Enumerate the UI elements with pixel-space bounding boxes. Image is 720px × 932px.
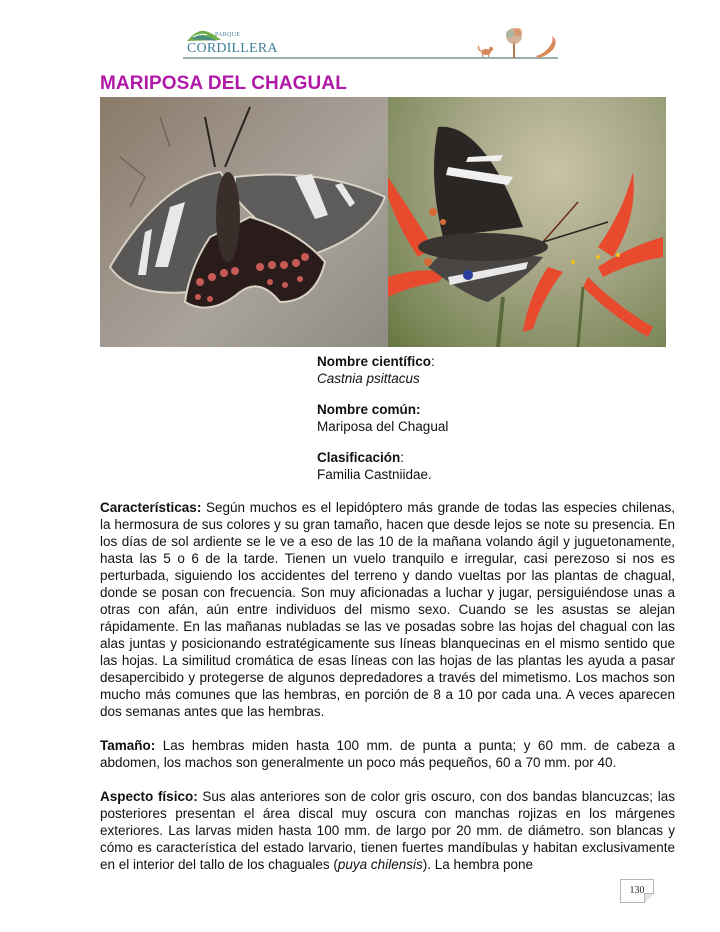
common-name-label: Nombre común:: [317, 402, 421, 417]
caracteristicas-label: Características:: [100, 500, 202, 515]
tamano-paragraph: [100, 737, 675, 771]
caracteristicas-text: Según muchos es el lepidóptero más grande de todas las especies chilenas, la hermosura de sus colores y su gran tamaño, hacen que desde lejos se note su presencia. En los días de sol ardiente se le ve a eso de las 10 de la mañana volando ágil y juguetonamente, hasta las 5 o 6 de la tarde. Tienen un vuelo tranquilo e irregular, casi perezoso si nos es perturbada, siguiendo los accidentes del terreno y dando vueltas por las plantas de chagual, donde se posan con frecuencia. Son muy aficionadas a luchar y jugar, persiguiéndose unas a otras con afán, aún entre individuos del mismo sexo. Cuando se les asustas se alejan rápidamente. En las mañanas nubladas se las ve posadas sobre las hojas del chagual con las alas juntas y posicionando estratégicamente sus líneas blanquecinas en el mismo sentido que las hojas. La similitud cromática de esas líneas con las hojas de las plantas les ayuda a pasar desapercibido y protegerse de algunos depredadores a través del mimetismo. Los machos son mucho más comunes que las hembras, en porción de 8 a 10 por cada una. A veces aparecen dos semanas antes que las hembras.: [100, 500, 675, 719]
description-body: [100, 499, 675, 890]
aspecto-italic-species: puya chilensis: [337, 857, 423, 872]
caracteristicas-paragraph: [100, 499, 675, 720]
scientific-name-block: [317, 353, 448, 387]
aspecto-paragraph: [100, 788, 675, 873]
parque-cordillera-logo: [185, 27, 278, 59]
classification-label: Clasificación:: [317, 450, 405, 465]
aspecto-text-2: ). La hembra pone: [422, 857, 534, 872]
photo-gallery: [100, 97, 666, 347]
common-name-value: Mariposa del Chagual: [317, 419, 449, 434]
butterfly-on-rock-image: [100, 97, 388, 347]
tamano-text: Las hembras miden hasta 100 mm. de punta a punta; y 60 mm. de cabeza a abdomen, los machos son generalmente un poco más pequeños, 60 a 70 mm. por 40.: [100, 738, 675, 770]
common-name-block: [317, 401, 448, 435]
page-title: MARIPOSA DEL CHAGUAL: [100, 73, 347, 94]
aspecto-label: Aspecto físico:: [100, 789, 198, 804]
page-number: 130: [620, 879, 654, 903]
logo-parque-text: PARQUE: [215, 32, 241, 38]
butterfly-photo-on-flower: [388, 97, 666, 347]
scientific-name-value: Castnia psittacus: [317, 371, 420, 386]
aspecto-text-1: Sus alas anteriores son de color gris oscuro, con dos bandas blancuzcas; las posteriores presentan el área discal muy oscura con manchas rojizas en los márgenes exteriores. Las larvas miden hasta 100 mm. de largo por 20 mm. de diámetro. son blancas y cómo es característica del estado larvario, tienen fuertes mandíbulas y habitan exclusivamente en el interior del tallo de los chaguales (: [100, 789, 675, 872]
scientific-name-label: Nombre científico:: [317, 354, 435, 369]
classification-value: Familia Castniidae.: [317, 467, 432, 482]
species-info: [317, 353, 448, 497]
tamano-label: Tamaño:: [100, 738, 156, 753]
classification-block: [317, 449, 448, 483]
logo-cordillera-text: CORDILLERA: [187, 41, 278, 56]
wildlife-decoration-icon: [468, 24, 563, 60]
butterfly-on-red-flower-image: [388, 97, 666, 347]
butterfly-photo-open-wings: [100, 97, 388, 347]
page-header: [183, 22, 568, 62]
